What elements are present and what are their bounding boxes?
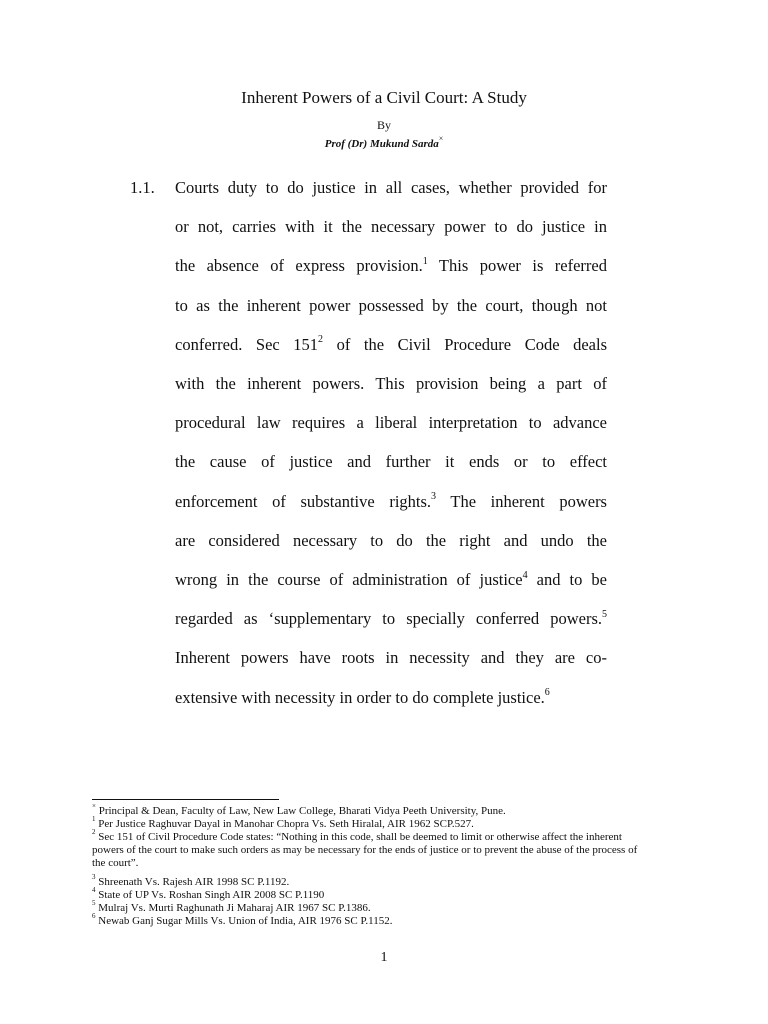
footnote-text: Mulraj Vs. Murti Raghunath Ji Maharaj AIR 1967 SC P.1386. [98, 902, 371, 914]
paragraph-line [175, 217, 607, 237]
paragraph-line [175, 648, 607, 668]
paragraph-line-text: procedural law requires a liberal interpretation to advance [175, 413, 607, 433]
footnote-mark: 3 [92, 873, 96, 882]
paragraph-line-text: regarded as ‘supplementary to specially conferred powers. [175, 609, 602, 629]
footnote-text: Per Justice Raghuvar Dayal in Manohar Chopra Vs. Seth Hiralal, AIR 1962 SCP.527. [98, 818, 474, 830]
footnote-mark: 1 [92, 815, 96, 824]
paragraph-line [175, 609, 607, 629]
paragraph-line [175, 688, 607, 708]
footnote-reference[interactable]: 5 [602, 608, 607, 620]
footnote-text: State of UP Vs. Roshan Singh AIR 2008 SC P.1190 [98, 889, 325, 901]
footnote-text: Sec 151 of Civil Procedure Code states: “Nothing in this code, shall be deemed to limit or otherwise affect the inherent powers of the court to make such orders as may be necessary for the ends of justice or to prevent the abuse of the process of the court”. [92, 831, 638, 869]
footnote-reference[interactable]: 4 [522, 569, 528, 581]
footnote [92, 886, 652, 902]
footnote-reference[interactable]: 3 [431, 491, 437, 503]
paragraph-line-text-after: and to be [527, 570, 608, 589]
paragraph-line [175, 296, 607, 316]
paragraph-line-text: or not, carries with it the necessary power to do justice in [175, 217, 607, 237]
paragraph-line-text: with the inherent powers. This provision being a part of [175, 374, 607, 393]
paragraph-line [175, 492, 607, 512]
paragraph-line [175, 256, 607, 276]
footnote [92, 828, 652, 870]
footnote-text: Principal & Dean, Faculty of Law, New Law College, Bharati Vidya Peeth University, Pune. [98, 805, 506, 817]
paragraph-line-text-after: The inherent powers [436, 491, 607, 511]
footnote-mark: 4 [92, 886, 96, 895]
footnote-mark: × [92, 802, 96, 811]
paragraph-line [175, 335, 607, 355]
paragraph-line [175, 178, 607, 198]
footnote-mark: 2 [92, 828, 96, 837]
paragraph-line-text: Inherent powers have roots in necessity and they are co- [175, 648, 607, 668]
author-name [0, 134, 768, 150]
footnote-reference[interactable]: 1 [422, 255, 428, 267]
paragraph-line-text: the absence of express provision. [175, 256, 423, 276]
section-number: 1.1. [130, 178, 155, 197]
paragraph-line-text: to as the inherent power possessed by the court, though not [175, 295, 607, 315]
paragraph-line-text: extensive with necessity in order to do complete justice. [175, 687, 545, 707]
footnote-reference[interactable]: 2 [318, 334, 324, 346]
footnote [92, 899, 652, 915]
paragraph-line [175, 374, 607, 394]
paragraph-line [175, 413, 607, 433]
page-number: 1 [380, 950, 388, 965]
paragraph-line-text: the cause of justice and further it ends or to effect [175, 452, 607, 472]
author-footnote-mark: × [438, 134, 444, 144]
paragraph-line-text-after: of the Civil Procedure Code deals [323, 334, 607, 354]
footnote-rule [92, 799, 279, 800]
footnote-mark: 6 [92, 912, 96, 921]
footnote-reference[interactable]: 6 [544, 687, 550, 699]
footnote [92, 912, 652, 928]
footnote-mark: 5 [92, 899, 96, 908]
paragraph-line-text-after: This power is referred [427, 256, 607, 276]
paragraph-line [175, 531, 607, 551]
paragraph-line-text: Courts duty to do justice in all cases, whether provided for [175, 178, 607, 197]
paragraph-line-text: enforcement of substantive rights. [175, 491, 432, 511]
footnote-text: Shreenath Vs. Rajesh AIR 1998 SC P.1192. [98, 876, 290, 888]
byline: By [376, 118, 391, 132]
author-name-text: Prof (Dr) Mukund Sarda [324, 138, 439, 150]
paper-title: Inherent Powers of a Civil Court: A Study [241, 88, 527, 107]
paragraph-line-text: wrong in the course of administration of justice [175, 570, 523, 589]
footnote [92, 873, 652, 889]
paragraph-line [175, 570, 607, 590]
paragraph-line-text: conferred. Sec 151 [175, 334, 319, 354]
paragraph-line [175, 452, 607, 472]
footnote [92, 802, 652, 818]
paragraph-line-text: are considered necessary to do the right and undo the [175, 530, 607, 550]
footnote-text: Newab Ganj Sugar Mills Vs. Union of India, AIR 1976 SC P.1152. [98, 915, 393, 927]
footnote [92, 815, 652, 831]
